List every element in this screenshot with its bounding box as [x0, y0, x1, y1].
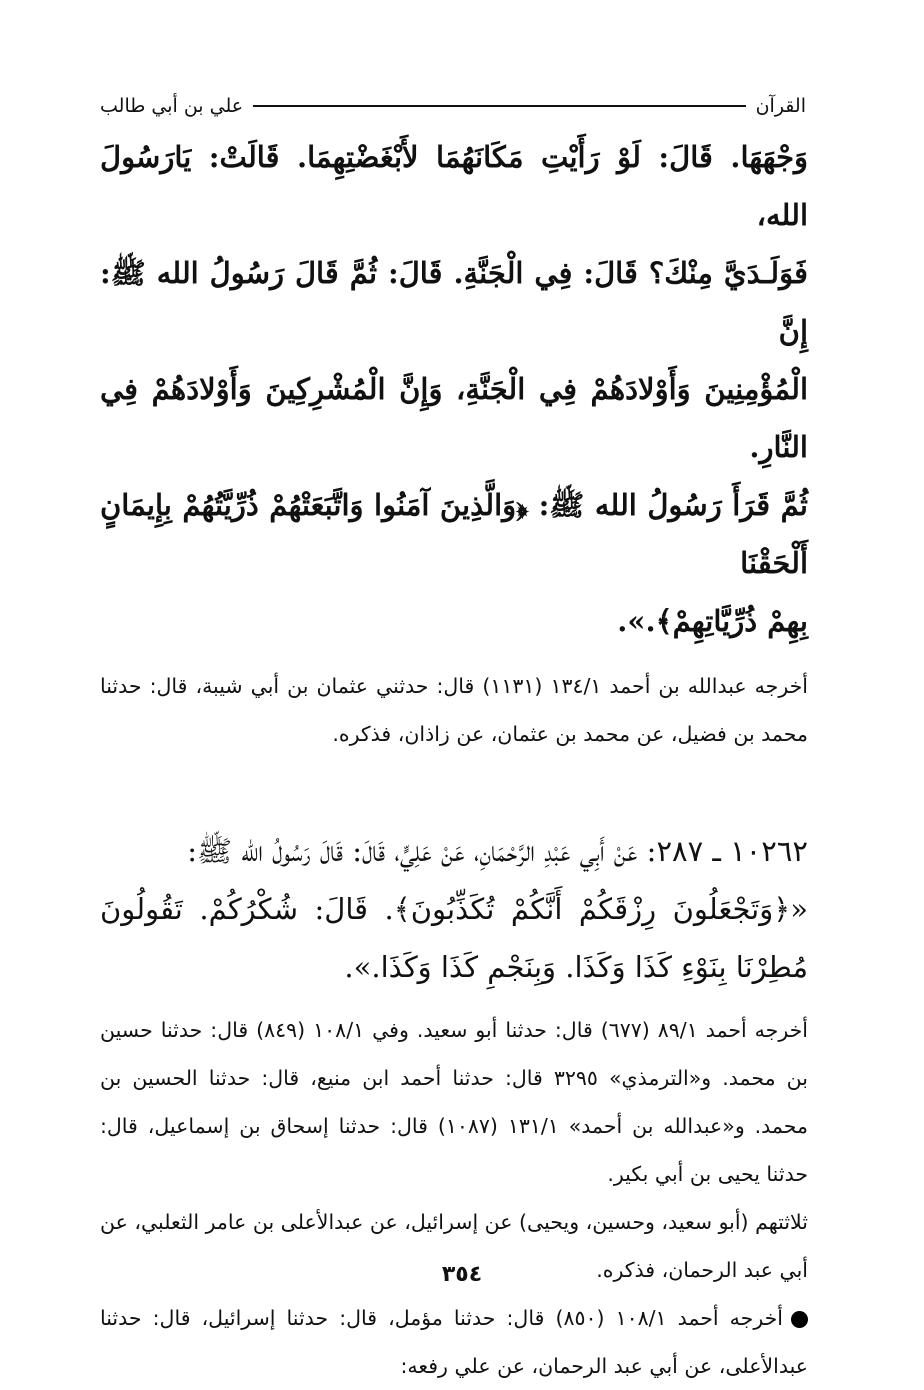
page-number: ٣٥٤ — [441, 1262, 483, 1287]
takhrij-note: أخرجه أحمد ٨٩/١ (٦٧٧) قال: حدثنا أبو سعيد. وفي ١٠٨/١ (٨٤٩) قال: حدثنا حسين بن محمد. و«الترمذي» ٣٢٩٥ قال: حدثنا أحمد ابن منيع، قال: حدثنا الحسين بن محمد. و«عبدالله بن أحمد» ١٣١/١ (١٠٨٧) قال: حدثنا إسحاق بن إسماعيل، قال: حدثنا يحيى بن أبي بكير. — [100, 1018, 809, 1186]
hadith-line: وَجْهَهَا. قَالَ: لَوْ رَأَيْتِ مَكَانَهُمَا لأَبْغَضْتِهِمَا. قَالَتْ: يَارَسُولَ الله، — [100, 140, 808, 232]
hadith-line: الْمُؤْمِنِينَ وَأَوْلادَهُمْ فِي الْجَنَّةِ، وَإِنَّ الْمُشْرِكِينَ وَأَوْلادَهُمْ فِي النَّارِ. — [100, 372, 808, 464]
takhrij-bullet-note — [100, 1294, 808, 1390]
hadith-heading: ١٠٢٦٢ ـ ٢٨٧: عَنْ أَبِي عَبْدِ الرَّحْمَانِ، عَنْ عَلِيٍّ، قَالَ: قَالَ رَسُولُ الله ﷺ: — [187, 834, 808, 868]
hadith-line: ثُمَّ قَرَأَ رَسُولُ الله ﷺ: ﴿وَالَّذِينَ آمَنُوا وَاتَّبَعَتْهُمْ ذُرِّيَّتُهُمْ بِإِيمَانٍ أَلْحَقْنَا — [100, 488, 808, 580]
hadith-line: بِهِمْ ذُرِّيَّاتِهِمْ﴾.». — [617, 604, 808, 638]
takhrij-note: أخرجه عبدالله بن أحمد ١٣٤/١ (١١٣١) قال: حدثني عثمان بن أبي شيبة، قال: حدثنا محمد بن فضيل، عن محمد بن عثمان، عن زاذان، فذكره. — [100, 674, 808, 746]
page-content — [100, 128, 808, 1390]
header-left-title: علي بن أبي طالب — [100, 95, 244, 117]
hadith-line: فَوَلَـدَيَّ مِنْكَ؟ قَالَ: فِي الْجَنَّةِ. قَالَ: ثُمَّ قَالَ رَسُولُ الله ﷺ: إِنَّ — [100, 256, 808, 348]
header-right-title: القرآن — [755, 95, 806, 117]
bullet-icon — [791, 1311, 808, 1328]
running-header — [100, 88, 806, 124]
hadith-text: «﴿وَتَجْعَلُونَ رِزْقَكُمْ أَنَّكُمْ تُكَذِّبُونَ﴾. قَالَ: شُكْرُكُمْ. تَقُولُونَ مُطِرْنَا بِنَوْءِ كَذَا وَكَذَا. وَبِنَجْمِ كَذَا وَكَذَا.». — [100, 892, 808, 984]
takhrij-note: ثلاثتهم (أبو سعيد، وحسين، ويحيى) عن إسرائيل، عن عبدالأعلى بن عامر الثعلبي، عن أبي عبد الرحمان، فذكره. — [100, 1210, 808, 1282]
header-rule — [253, 105, 746, 107]
bullet-note-text: أخرجه أحمد ١٠٨/١ (٨٥٠) قال: حدثنا مؤمل، قال: حدثنا إسرائيل، قال: حدثنا عبدالأعلى، عن أبي عبد الرحمان، عن علي رفعه: — [100, 1306, 808, 1378]
